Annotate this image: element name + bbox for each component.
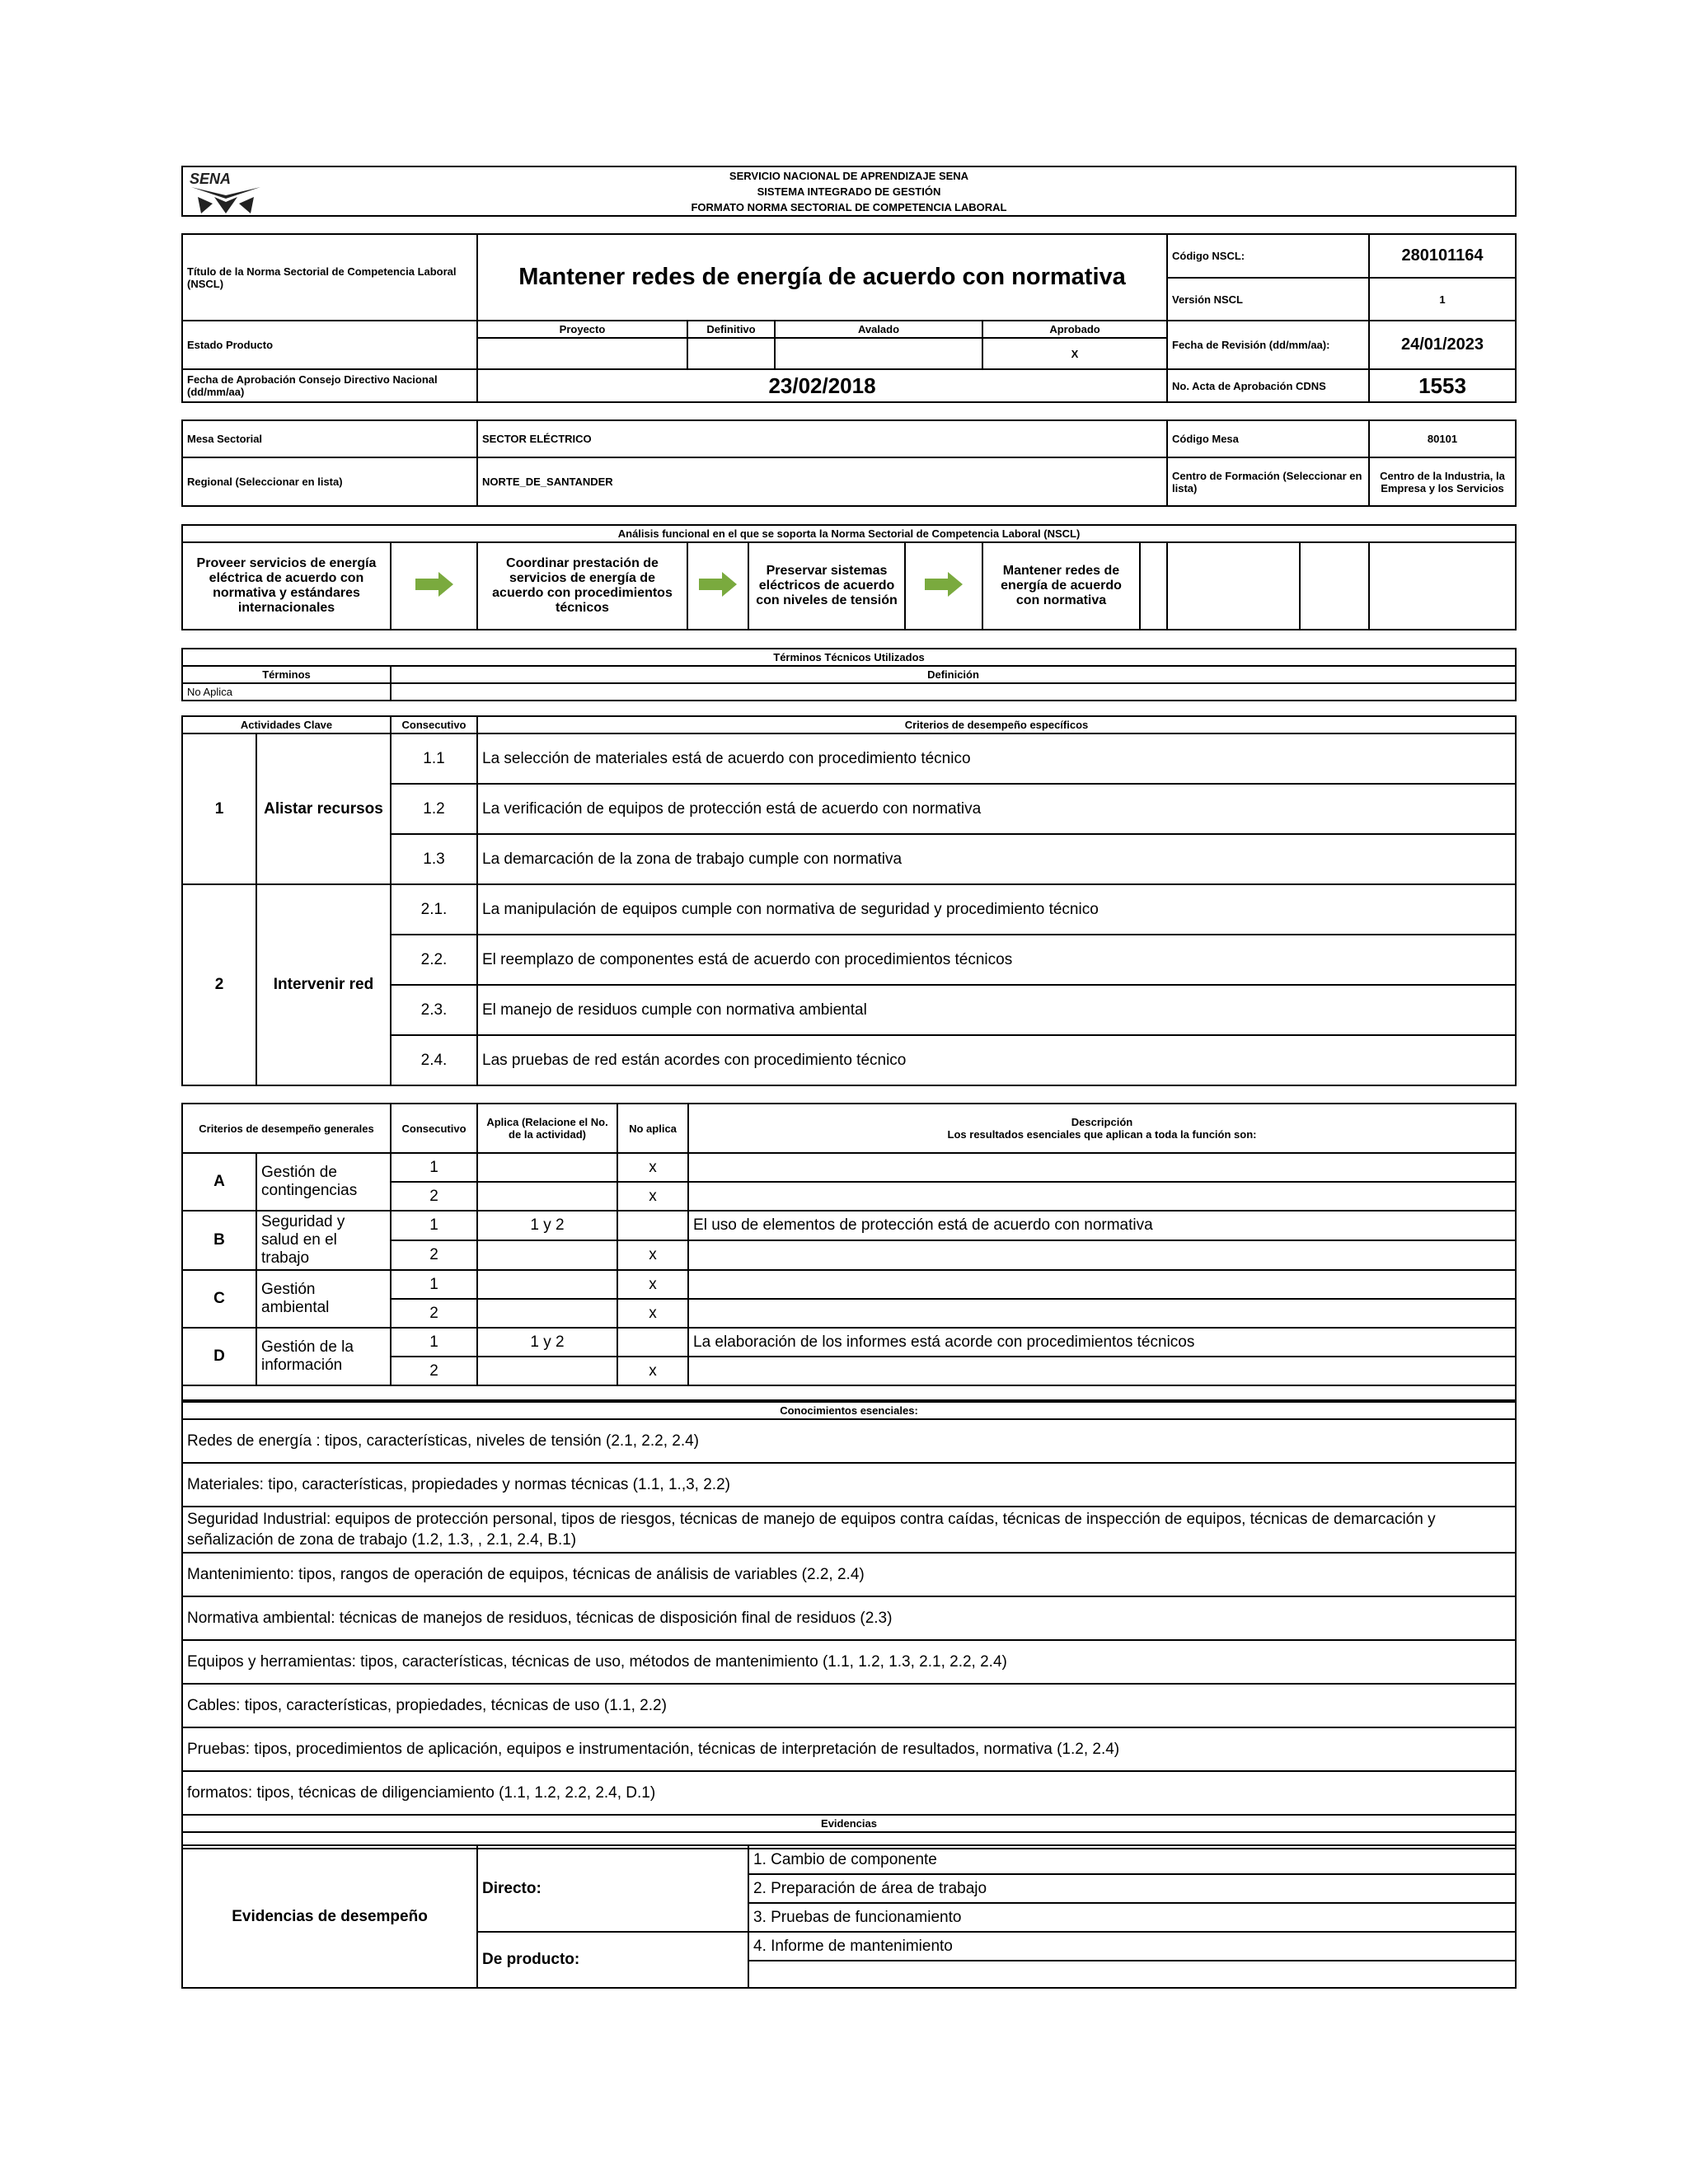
criterio-code: 1.2 <box>391 784 477 834</box>
generales-col-desc-sub: Los resultados esenciales que aplican a toda la función son: <box>947 1128 1257 1141</box>
generales-col-criterios: Criterios de desempeño generales <box>182 1104 391 1153</box>
codigo-mesa-value: 80101 <box>1369 420 1516 457</box>
general-aplica <box>477 1240 617 1270</box>
terminos-col-header: Términos <box>182 666 391 683</box>
codigo-label: Código NSCL: <box>1167 234 1369 278</box>
estado-col-proyecto: Proyecto <box>477 321 687 338</box>
title-label: Título de la Norma Sectorial de Competencia Laboral (NSCL) <box>182 234 477 321</box>
aprob-label: Fecha de Aprobación Consejo Directivo Nacional (dd/mm/aa) <box>182 369 477 402</box>
sena-logo-icon <box>185 169 267 215</box>
evidencias-table <box>181 1844 1517 1989</box>
general-name: Gestión ambiental <box>256 1270 391 1328</box>
definicion-col-header: Definición <box>391 666 1516 683</box>
criterio-code: 2.1. <box>391 884 477 935</box>
estado-col-avalado: Avalado <box>775 321 982 338</box>
general-aplica <box>477 1182 617 1211</box>
general-name: Gestión de contingencias <box>256 1153 391 1211</box>
criterios-col-header: Criterios de desempeño específicos <box>477 716 1516 733</box>
evidencia-item: 1. Cambio de componente <box>748 1845 1516 1874</box>
evidencias-label: Evidencias de desempeño <box>182 1845 477 1988</box>
nscl-table <box>181 233 1517 403</box>
actividades-table <box>181 715 1517 1086</box>
general-desc <box>688 1357 1516 1385</box>
conocimiento-item: Seguridad Industrial: equipos de protección personal, tipos de riesgos, técnicas de manejo de equipos contra caídas, técnicas de inspección de equipos, técnicas de demarcación y señalización de zona de trabajo (1.2, 1.3, , 2.1, 2.4, B.1) <box>182 1507 1516 1553</box>
directo-label: Directo: <box>477 1845 748 1932</box>
general-n: 1 <box>391 1153 477 1182</box>
centro-label: Centro de Formación (Seleccionar en lista) <box>1167 457 1369 506</box>
acta-label: No. Acta de Aprobación CDNS <box>1167 369 1369 402</box>
criterio-code: 2.4. <box>391 1035 477 1085</box>
arrow-right-icon <box>925 572 963 597</box>
estado-col-aprobado: Aprobado <box>982 321 1167 338</box>
generales-col-desc: Descripción <box>1071 1116 1133 1128</box>
criterio-code: 1.1 <box>391 733 477 784</box>
evidencias-title: Evidencias <box>182 1815 1516 1832</box>
general-noaplica: x <box>617 1153 688 1182</box>
general-aplica: 1 y 2 <box>477 1211 617 1240</box>
general-n: 2 <box>391 1357 477 1385</box>
svg-text:SENA: SENA <box>190 171 232 187</box>
generales-col-noaplica: No aplica <box>617 1104 688 1153</box>
regional-value: NORTE_DE_SANTANDER <box>477 457 1167 506</box>
general-desc <box>688 1182 1516 1211</box>
estado-label: Estado Producto <box>182 321 477 369</box>
general-desc: La elaboración de los informes está acorde con procedimientos técnicos <box>688 1328 1516 1357</box>
general-n: 1 <box>391 1211 477 1240</box>
mesa-value: SECTOR ELÉCTRICO <box>477 420 1167 457</box>
general-aplica <box>477 1299 617 1328</box>
analisis-title: Análisis funcional en el que se soporta la Norma Sectorial de Competencia Laboral (NSCL) <box>182 525 1516 542</box>
actividad-num: 2 <box>182 884 256 1085</box>
conocimiento-item: Mantenimiento: tipos, rangos de operación de equipos, técnicas de análisis de variables (2.2, 2.4) <box>182 1553 1516 1596</box>
actividad-name: Alistar recursos <box>256 733 391 884</box>
analisis-step-4: Mantener redes de energía de acuerdo con normativa <box>982 542 1140 630</box>
generales-col-aplica: Aplica (Relacione el No. de la actividad) <box>477 1104 617 1153</box>
arrow-right-icon <box>415 572 453 597</box>
general-noaplica: x <box>617 1299 688 1328</box>
general-n: 2 <box>391 1299 477 1328</box>
title-value: Mantener redes de energía de acuerdo con normativa <box>477 234 1167 321</box>
general-letter: C <box>182 1270 256 1328</box>
conocimiento-item: Equipos y herramientas: tipos, características, técnicas de uso, métodos de mantenimiento (1.1, 1.2, 1.3, 2.1, 2.2, 2.4) <box>182 1640 1516 1684</box>
mesa-table <box>181 419 1517 507</box>
org-line-2: SISTEMA INTEGRADO DE GESTIÓN <box>757 185 941 198</box>
actividad-name: Intervenir red <box>256 884 391 1085</box>
estado-col-definitivo: Definitivo <box>687 321 775 338</box>
analisis-empty-cell <box>1167 542 1300 630</box>
criterio-text: Las pruebas de red están acordes con procedimiento técnico <box>477 1035 1516 1085</box>
criterio-text: La selección de materiales está de acuerdo con procedimiento técnico <box>477 733 1516 784</box>
analisis-step-1: Proveer servicios de energía eléctrica de acuerdo con normativa y estándares internacionales <box>182 542 391 630</box>
actividades-col-header: Actividades Clave <box>182 716 391 733</box>
general-noaplica <box>617 1328 688 1357</box>
conocimiento-item: formatos: tipos, técnicas de diligenciamiento (1.1, 1.2, 2.2, 2.4, D.1) <box>182 1771 1516 1815</box>
header-table <box>181 166 1517 217</box>
general-noaplica: x <box>617 1182 688 1211</box>
general-desc <box>688 1299 1516 1328</box>
codigo-value: 280101164 <box>1369 234 1516 278</box>
general-desc <box>688 1240 1516 1270</box>
analisis-empty-cell <box>1369 542 1516 630</box>
codigo-mesa-label: Código Mesa <box>1167 420 1369 457</box>
generales-table <box>181 1103 1517 1401</box>
conocimiento-item: Normativa ambiental: técnicas de manejos de residuos, técnicas de disposición final de residuos (2.3) <box>182 1596 1516 1640</box>
centro-value: Centro de la Industria, la Empresa y los Servicios <box>1369 457 1516 506</box>
general-desc <box>688 1153 1516 1182</box>
evidencia-empty <box>748 1961 1516 1988</box>
criterio-text: La demarcación de la zona de trabajo cumple con normativa <box>477 834 1516 884</box>
acta-value: 1553 <box>1369 369 1516 402</box>
estado-avalado-cell <box>775 338 982 369</box>
analisis-step-2: Coordinar prestación de servicios de energía de acuerdo con procedimientos técnicos <box>477 542 687 630</box>
analisis-table <box>181 524 1517 630</box>
general-n: 1 <box>391 1270 477 1299</box>
evidencia-item: 4. Informe de mantenimiento <box>748 1932 1516 1961</box>
aprob-value: 23/02/2018 <box>477 369 1167 402</box>
criterio-code: 2.3. <box>391 985 477 1035</box>
conocimiento-item: Cables: tipos, características, propiedades, técnicas de uso (1.1, 2.2) <box>182 1684 1516 1727</box>
analisis-empty-cell <box>1300 542 1369 630</box>
general-name: Seguridad y salud en el trabajo <box>256 1211 391 1270</box>
general-desc <box>688 1270 1516 1299</box>
general-noaplica: x <box>617 1270 688 1299</box>
regional-label: Regional (Seleccionar en lista) <box>182 457 477 506</box>
general-letter: A <box>182 1153 256 1211</box>
mesa-label: Mesa Sectorial <box>182 420 477 457</box>
general-n: 2 <box>391 1182 477 1211</box>
terminos-table <box>181 648 1517 701</box>
estado-definitivo-cell <box>687 338 775 369</box>
terminos-title: Términos Técnicos Utilizados <box>182 649 1516 666</box>
evidencia-item: 3. Pruebas de funcionamiento <box>748 1903 1516 1932</box>
org-line-1: SERVICIO NACIONAL DE APRENDIZAJE SENA <box>729 169 969 182</box>
general-desc: El uso de elementos de protección está de acuerdo con normativa <box>688 1211 1516 1240</box>
definicion-row-value <box>391 683 1516 701</box>
criterio-text: La verificación de equipos de protección está de acuerdo con normativa <box>477 784 1516 834</box>
spacer-row <box>182 1385 1516 1400</box>
general-aplica <box>477 1270 617 1299</box>
arrow-right-icon <box>699 572 737 597</box>
producto-label: De producto: <box>477 1932 748 1988</box>
general-aplica <box>477 1153 617 1182</box>
conocimientos-table <box>181 1401 1517 1849</box>
consecutivo-col-header: Consecutivo <box>391 716 477 733</box>
revision-label: Fecha de Revisión (dd/mm/aa): <box>1167 321 1369 369</box>
general-aplica: 1 y 2 <box>477 1328 617 1357</box>
version-value: 1 <box>1369 278 1516 321</box>
conocimiento-item: Redes de energía : tipos, características, niveles de tensión (2.1, 2.2, 2.4) <box>182 1419 1516 1463</box>
generales-col-consecutivo: Consecutivo <box>391 1104 477 1153</box>
conocimiento-item: Pruebas: tipos, procedimientos de aplicación, equipos e instrumentación, técnicas de interpretación de resultados, normativa (1.2, 2.4) <box>182 1727 1516 1771</box>
general-noaplica: x <box>617 1357 688 1385</box>
general-n: 1 <box>391 1328 477 1357</box>
general-n: 2 <box>391 1240 477 1270</box>
criterio-text: La manipulación de equipos cumple con normativa de seguridad y procedimiento técnico <box>477 884 1516 935</box>
general-aplica <box>477 1357 617 1385</box>
conocimientos-title: Conocimientos esenciales: <box>182 1402 1516 1419</box>
estado-aprobado-mark: X <box>982 338 1167 369</box>
general-noaplica: x <box>617 1240 688 1270</box>
terminos-row-value: No Aplica <box>182 683 391 701</box>
actividad-num: 1 <box>182 733 256 884</box>
general-noaplica <box>617 1211 688 1240</box>
criterio-code: 1.3 <box>391 834 477 884</box>
criterio-text: El reemplazo de componentes está de acuerdo con procedimientos técnicos <box>477 935 1516 985</box>
general-letter: D <box>182 1328 256 1385</box>
general-name: Gestión de la información <box>256 1328 391 1385</box>
general-letter: B <box>182 1211 256 1270</box>
estado-proyecto-cell <box>477 338 687 369</box>
criterio-text: El manejo de residuos cumple con normativa ambiental <box>477 985 1516 1035</box>
version-label: Versión NSCL <box>1167 278 1369 321</box>
analisis-step-3: Preservar sistemas eléctricos de acuerdo con niveles de tensión <box>748 542 905 630</box>
revision-value: 24/01/2023 <box>1369 321 1516 369</box>
org-line-3: FORMATO NORMA SECTORIAL DE COMPETENCIA LABORAL <box>691 200 1007 213</box>
conocimiento-item: Materiales: tipo, características, propiedades y normas técnicas (1.1, 1.,3, 2.2) <box>182 1463 1516 1507</box>
criterio-code: 2.2. <box>391 935 477 985</box>
evidencia-item: 2. Preparación de área de trabajo <box>748 1874 1516 1903</box>
analisis-empty-cell <box>1140 542 1167 630</box>
